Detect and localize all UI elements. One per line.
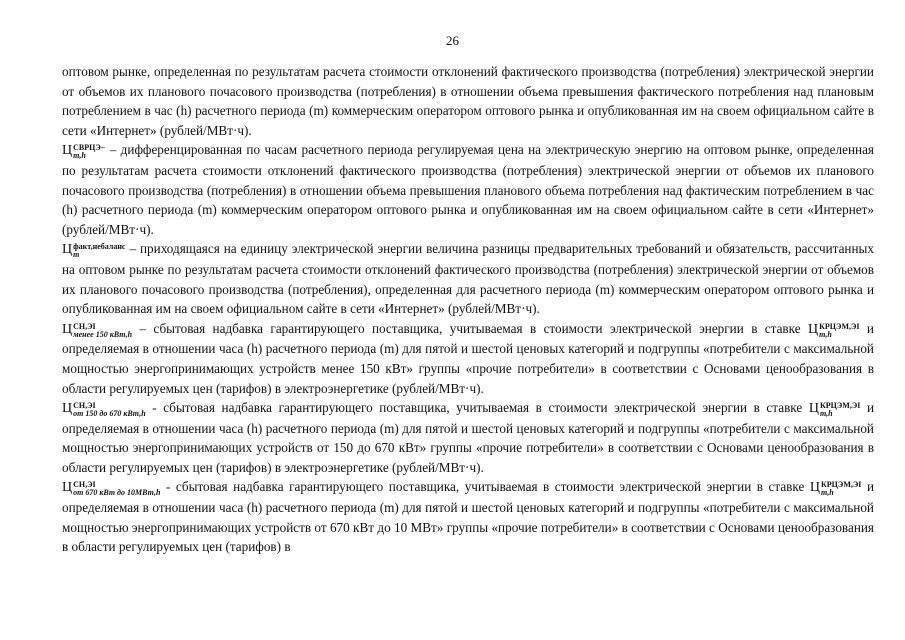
paragraph-text-continued: и определяемая в отношении часа (h) расчетного периода (m) для пятой и шестой ценовых категорий и подгруппы «потребители с максимальной мощностью энергопринимающих устройств от 150 до 670 кВт» группы «прочие потребители» в соответствии с Основами ценообразования в области регулируемых цен (тарифов) в электроэнергетике (рублей/МВт·ч). [62,400,875,475]
formula-symbol: Ц СН,ЭI от 150 до 670 кВт,h [62,401,146,419]
paragraph-text: – дифференцированная по часам расчетного периода регулируемая цена на электрическую энергию на оптовом рынке, определенная по результатам расчета стоимости отклонений фактического производства (потребления) электрической энергии от объемов их планового почасового производства (потребления) в отношении объема превышения планового объема потребления над фактическим потреблением в час (h) расчетного периода (m) коммерческим оператором оптового рынка и опубликованная им на своем официальном сайте в сети «Интернет» (рублей/МВт·ч). [62,142,874,237]
formula-superscript: СВРЦЭ− [73,143,106,153]
paragraph-2 [62,140,874,239]
formula-subscript: m,h [819,409,833,419]
paragraph-text-continued: и определяемая в отношении часа (h) расчетного периода (m) для пятой и шестой ценовых категорий и подгруппы «потребители с максимальной мощностью энергопринимающих устройств от 670 кВт до 10 МВт» группы «прочие потребители» в соответствии с Основами ценообразования в области регулируемых цен (тарифов) в [62,479,874,555]
paragraph-4 [62,319,874,398]
paragraph-text: – приходящаяся на единицу электрической энергии величина разницы предварительных требований и обязательств, рассчитанных на оптовом рынке по результатам расчета стоимости отклонений фактического производства (потребления) электрической энергии от объемов их планового почасового производства (потребления), определенная для расчетного периода (m) коммерческим оператором оптового рынка и опубликованная им на своем официальном сайте в сети «Интернет» (рублей/МВт·ч). [62,241,874,317]
formula-symbol: Ц СН,ЭI менее 150 кВт,h [62,321,133,339]
formula-symbol: Ц факт,небаланс m [62,242,126,260]
paragraph-text: - сбытовая надбавка гарантирующего поставщика, учитываемая в стоимости электрической энергии в ставке [160,479,810,495]
paragraph-6 [62,477,874,556]
formula-superscript: факт,небаланс [73,242,126,252]
formula-superscript: КРЦЭМ,ЭI [820,480,862,490]
formula-superscript: СН,ЭI [73,321,96,331]
formula-subscript: от 150 до 670 кВт,h [73,409,146,419]
paragraph-5 [62,398,874,477]
formula-subscript: от 670 кВт до 10МВт,h [73,488,161,498]
formula-symbol: Ц СН,ЭI от 670 кВт до 10МВт,h [62,480,161,498]
formula-superscript: СН,ЭI [73,480,96,490]
page-number: 26 [446,33,459,48]
formula-subscript: m,h [819,329,832,339]
formula-symbol-rate: Ц КРЦЭМ,ЭI m,h [808,401,861,419]
paragraph-text: – сбытовая надбавка гарантирующего поставщика, учитываемая в стоимости электрической энергии в ставке [132,320,808,336]
formula-subscript: m,h [73,151,86,161]
formula-subscript: m,h [820,488,834,498]
formula-subscript: m [73,250,80,260]
formula-symbol: Ц СВРЦЭ− m,h [62,143,106,161]
document-body [62,62,874,557]
formula-symbol-rate: Ц КРЦЭМ,ЭI m,h [809,480,862,498]
formula-subscript: менее 150 кВт,h [73,329,133,339]
paragraph-text: - сбытовая надбавка гарантирующего поставщика, учитываемая в стоимости электрической энергии в ставке [145,400,809,416]
paragraph-text-continued: и определяемая в отношении часа (h) расчетного периода (m) для пятой и шестой ценовых категорий и подгруппы «потребители с максимальной мощностью энергопринимающих устройств менее 150 кВт» группы «прочие потребители» в соответствии с Основами ценообразования в области регулируемых цен (тарифов) в электроэнергетике (рублей/МВт·ч). [62,320,874,396]
formula-superscript: СН,ЭI [73,401,96,411]
formula-symbol-rate: Ц КРЦЭМ,ЭI m,h [807,321,860,339]
paragraph-1 [62,62,874,140]
paragraph-3 [62,239,874,318]
formula-superscript: КРЦЭМ,ЭI [819,401,861,411]
formula-superscript: КРЦЭМ,ЭI [819,321,860,331]
paragraph-text: оптовом рынке, определенная по результатам расчета стоимости отклонений фактического производства (потребления) электрической энергии от объемов их планового почасового производства (потребления) в отношении объема превышения фактического потребления над плановым потреблением в час (h) расчетного периода (m) коммерческим оператором оптового рынка и опубликованная им на своем официальном сайте в сети «Интернет» (рублей/МВт·ч). [62,64,874,138]
